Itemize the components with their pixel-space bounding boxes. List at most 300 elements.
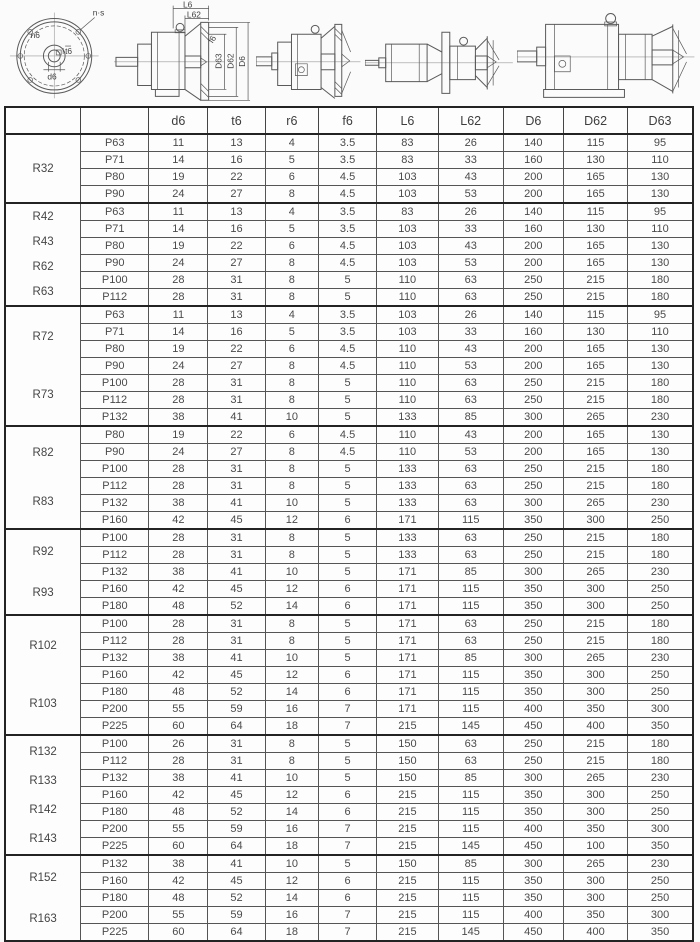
dimension-value-cell: 130: [628, 255, 693, 272]
dimension-value-cell: 300: [628, 821, 693, 838]
dimension-value-cell: 250: [503, 392, 564, 409]
dimension-value-cell: 215: [376, 718, 438, 736]
dimension-value-cell: 8: [265, 375, 319, 392]
dimension-value-cell: 165: [564, 238, 628, 255]
motor-size-cell: P160: [81, 667, 149, 684]
dimension-value-cell: 350: [503, 890, 564, 907]
model-group-cell: [5, 855, 81, 941]
dimension-value-cell: 400: [503, 701, 564, 718]
column-header: [5, 107, 81, 134]
dimension-value-cell: 230: [628, 495, 693, 512]
dimension-value-cell: 165: [564, 426, 628, 444]
dimension-value-cell: 160: [503, 324, 564, 341]
dimension-value-cell: 133: [376, 547, 438, 564]
table-row: [5, 855, 693, 873]
model-group-label: R163: [29, 912, 57, 925]
dimension-value-cell: 200: [503, 341, 564, 358]
column-header: D6: [503, 107, 564, 134]
dimension-value-cell: 12: [265, 512, 319, 530]
table-row: [5, 358, 693, 375]
motor-size-cell: P112: [81, 547, 149, 564]
dimension-value-cell: 63: [438, 392, 503, 409]
table-row: [5, 529, 693, 547]
table-row: [5, 324, 693, 341]
dimension-value-cell: 53: [438, 358, 503, 375]
dimension-value-cell: 53: [438, 255, 503, 272]
dimension-value-cell: 64: [208, 924, 265, 942]
dimension-value-cell: 28: [149, 615, 208, 633]
motor-size-cell: P225: [81, 924, 149, 942]
label-D63: D63: [213, 53, 224, 69]
model-group-label: R82: [32, 446, 54, 459]
dimension-value-cell: 24: [149, 358, 208, 375]
dimension-value-cell: 63: [438, 529, 503, 547]
table-row: [5, 221, 693, 238]
motor-size-cell: P90: [81, 358, 149, 375]
dimension-value-cell: 85: [438, 650, 503, 667]
dimension-value-cell: 165: [564, 169, 628, 186]
dimension-value-cell: 85: [438, 564, 503, 581]
label-L62: L62: [187, 9, 202, 20]
dimension-value-cell: 145: [438, 924, 503, 942]
motor-size-cell: P132: [81, 770, 149, 787]
dimension-value-cell: 63: [438, 495, 503, 512]
dimension-value-cell: 150: [376, 770, 438, 787]
dimension-value-cell: 165: [564, 255, 628, 272]
model-group-label: R132: [29, 745, 57, 758]
dimension-value-cell: 48: [149, 684, 208, 701]
motor-size-cell: P71: [81, 221, 149, 238]
dimension-value-cell: 200: [503, 444, 564, 461]
dimension-value-cell: 250: [628, 581, 693, 598]
dimension-value-cell: 28: [149, 375, 208, 392]
dimension-value-cell: 160: [503, 221, 564, 238]
dimension-value-cell: 14: [265, 684, 319, 701]
dimension-value-cell: 5: [319, 650, 377, 667]
table-row: [5, 134, 693, 152]
motor-size-cell: P80: [81, 341, 149, 358]
drawing-side-view-dimensions: [114, 0, 256, 104]
model-group-label: R42: [32, 211, 54, 224]
dimension-value-cell: 31: [208, 289, 265, 307]
dimension-value-cell: 400: [564, 718, 628, 736]
dimension-value-cell: 171: [376, 701, 438, 718]
dimension-value-cell: 60: [149, 838, 208, 856]
table-body: [5, 134, 693, 941]
dimension-value-cell: 215: [564, 478, 628, 495]
model-group-label: R143: [29, 832, 57, 845]
dimension-value-cell: 59: [208, 907, 265, 924]
dimension-value-cell: 110: [376, 392, 438, 409]
dimension-value-cell: 8: [265, 478, 319, 495]
dimension-value-cell: 300: [503, 495, 564, 512]
dimension-value-cell: 115: [564, 306, 628, 324]
label-f6: f6: [206, 33, 219, 45]
dimension-value-cell: 300: [564, 598, 628, 616]
dimension-value-cell: 18: [265, 924, 319, 942]
dimension-value-cell: 300: [564, 873, 628, 890]
dimension-value-cell: 250: [503, 272, 564, 289]
dimension-value-cell: 52: [208, 684, 265, 701]
model-group-label: R102: [29, 640, 57, 652]
dimension-value-cell: 48: [149, 890, 208, 907]
dimension-value-cell: 130: [628, 358, 693, 375]
table-row: [5, 375, 693, 392]
dimension-value-cell: 59: [208, 701, 265, 718]
dimension-value-cell: 300: [503, 770, 564, 787]
dimension-value-cell: 27: [208, 186, 265, 204]
motor-size-cell: P80: [81, 426, 149, 444]
dimension-value-cell: 250: [503, 461, 564, 478]
dimension-value-cell: 215: [376, 890, 438, 907]
dimension-value-cell: 171: [376, 684, 438, 701]
label-D62: D62: [225, 53, 236, 69]
dimension-value-cell: 55: [149, 821, 208, 838]
dimension-value-cell: 265: [564, 409, 628, 427]
dimension-value-cell: 400: [564, 924, 628, 942]
dimension-value-cell: 5: [319, 409, 377, 427]
header-row: [5, 107, 693, 134]
motor-size-cell: P180: [81, 684, 149, 701]
dimension-value-cell: 140: [503, 203, 564, 221]
dimension-value-cell: 230: [628, 855, 693, 873]
dimension-value-cell: 5: [265, 152, 319, 169]
dimension-value-cell: 215: [376, 838, 438, 856]
dimension-value-cell: 130: [628, 186, 693, 204]
dimension-value-cell: 250: [503, 478, 564, 495]
dimension-value-cell: 450: [503, 924, 564, 942]
dimension-value-cell: 300: [564, 804, 628, 821]
dimension-value-cell: 28: [149, 478, 208, 495]
dimension-value-cell: 8: [265, 392, 319, 409]
motor-size-cell: P90: [81, 444, 149, 461]
table-row: [5, 907, 693, 924]
model-group-label: R103: [29, 698, 57, 710]
dimension-value-cell: 63: [438, 633, 503, 650]
dimension-value-cell: 180: [628, 375, 693, 392]
dimension-value-cell: 48: [149, 598, 208, 616]
motor-size-cell: P100: [81, 735, 149, 753]
dimension-value-cell: 28: [149, 753, 208, 770]
dimension-value-cell: 130: [564, 221, 628, 238]
motor-size-cell: P112: [81, 289, 149, 307]
dimension-value-cell: 41: [208, 409, 265, 427]
dimension-value-cell: 6: [319, 684, 377, 701]
dimension-value-cell: 3.5: [319, 134, 377, 152]
column-header: r6: [265, 107, 319, 134]
table-row: [5, 289, 693, 307]
dimension-value-cell: 42: [149, 873, 208, 890]
dimension-value-cell: 265: [564, 495, 628, 512]
motor-size-cell: P71: [81, 324, 149, 341]
dimension-value-cell: 250: [628, 667, 693, 684]
dimension-value-cell: 41: [208, 495, 265, 512]
table-row: [5, 787, 693, 804]
dimension-value-cell: 250: [628, 598, 693, 616]
dimension-value-cell: 130: [564, 324, 628, 341]
dimension-value-cell: 27: [208, 358, 265, 375]
dimension-value-cell: 115: [564, 203, 628, 221]
dimension-value-cell: 265: [564, 770, 628, 787]
motor-size-cell: P160: [81, 787, 149, 804]
dimension-value-cell: 5: [319, 289, 377, 307]
dimension-value-cell: 115: [564, 134, 628, 152]
dimension-value-cell: 350: [628, 924, 693, 942]
dimension-value-cell: 250: [503, 289, 564, 307]
dimension-value-cell: 83: [376, 203, 438, 221]
dimension-value-cell: 28: [149, 289, 208, 307]
dimension-value-cell: 5: [319, 478, 377, 495]
dimension-value-cell: 200: [503, 186, 564, 204]
dimension-value-cell: 7: [319, 924, 377, 942]
table-row: [5, 718, 693, 736]
table-row: [5, 735, 693, 753]
model-group-cell: [5, 735, 81, 855]
dimension-value-cell: 300: [564, 684, 628, 701]
dimension-value-cell: 5: [319, 375, 377, 392]
column-header: t6: [208, 107, 265, 134]
dimension-value-cell: 13: [208, 306, 265, 324]
dimension-value-cell: 10: [265, 495, 319, 512]
dimension-value-cell: 8: [265, 547, 319, 564]
motor-size-cell: P132: [81, 855, 149, 873]
motor-size-cell: P112: [81, 478, 149, 495]
dimension-value-cell: 3.5: [319, 152, 377, 169]
dimension-value-cell: 171: [376, 633, 438, 650]
dimension-value-cell: 63: [438, 478, 503, 495]
dimension-value-cell: 265: [564, 564, 628, 581]
dimension-value-cell: 180: [628, 735, 693, 753]
dimension-value-cell: 12: [265, 581, 319, 598]
dimension-value-cell: 38: [149, 770, 208, 787]
table-row: [5, 650, 693, 667]
model-group-label: R72: [32, 331, 54, 343]
table-row: [5, 633, 693, 650]
dimension-value-cell: 350: [564, 821, 628, 838]
dimension-value-cell: 140: [503, 306, 564, 324]
dimension-value-cell: 115: [438, 581, 503, 598]
dimension-value-cell: 350: [503, 581, 564, 598]
dimension-value-cell: 24: [149, 186, 208, 204]
dimension-value-cell: 265: [564, 650, 628, 667]
drawing-gearbox-flange-large: [517, 0, 700, 104]
dimension-value-cell: 83: [376, 134, 438, 152]
dimension-value-cell: 4.5: [319, 444, 377, 461]
dimension-value-cell: 110: [628, 221, 693, 238]
dimension-value-cell: 45: [208, 873, 265, 890]
dimension-value-cell: 83: [376, 152, 438, 169]
model-group-cell: [5, 306, 81, 426]
table-row: [5, 547, 693, 564]
dimension-value-cell: 215: [564, 461, 628, 478]
dimension-value-cell: 110: [376, 289, 438, 307]
model-group-label: R133: [29, 774, 57, 787]
motor-size-cell: P200: [81, 821, 149, 838]
dimension-value-cell: 18: [265, 718, 319, 736]
model-group-label: R142: [29, 803, 57, 816]
table-row: [5, 753, 693, 770]
dimension-value-cell: 8: [265, 186, 319, 204]
dimension-value-cell: 16: [208, 324, 265, 341]
dimension-value-cell: 300: [564, 890, 628, 907]
model-group-cell: [5, 615, 81, 735]
dimension-value-cell: 5: [319, 770, 377, 787]
dimension-value-cell: 85: [438, 770, 503, 787]
motor-size-cell: P132: [81, 564, 149, 581]
motor-size-cell: P63: [81, 203, 149, 221]
dimension-value-cell: 180: [628, 392, 693, 409]
motor-size-cell: P112: [81, 633, 149, 650]
dimension-value-cell: 38: [149, 495, 208, 512]
dimension-value-cell: 28: [149, 633, 208, 650]
table-header: [5, 107, 693, 134]
dimension-value-cell: 180: [628, 289, 693, 307]
motor-size-cell: P160: [81, 512, 149, 530]
dimension-value-cell: 200: [503, 426, 564, 444]
dimension-value-cell: 6: [265, 169, 319, 186]
dimension-value-cell: 6: [265, 426, 319, 444]
dimension-value-cell: 3.5: [319, 324, 377, 341]
motor-size-cell: P200: [81, 907, 149, 924]
dimension-value-cell: 4: [265, 203, 319, 221]
dimension-value-cell: 31: [208, 547, 265, 564]
dimension-value-cell: 130: [564, 152, 628, 169]
dimension-value-cell: 145: [438, 838, 503, 856]
model-group-label: R152: [29, 871, 57, 884]
table-row: [5, 444, 693, 461]
dimension-value-cell: 5: [319, 735, 377, 753]
dimension-value-cell: 63: [438, 753, 503, 770]
dimension-value-cell: 12: [265, 873, 319, 890]
dimension-value-cell: 6: [319, 804, 377, 821]
dimension-value-cell: 13: [208, 203, 265, 221]
table-row: [5, 924, 693, 942]
dimension-value-cell: 10: [265, 409, 319, 427]
dimension-value-cell: 31: [208, 392, 265, 409]
motor-size-cell: P63: [81, 134, 149, 152]
dimension-value-cell: 8: [265, 529, 319, 547]
dimension-value-cell: 300: [503, 409, 564, 427]
dimension-value-cell: 115: [438, 787, 503, 804]
dimension-value-cell: 103: [376, 324, 438, 341]
dimension-value-cell: 6: [265, 341, 319, 358]
dimension-value-cell: 250: [628, 873, 693, 890]
dimension-value-cell: 200: [503, 169, 564, 186]
dimension-value-cell: 4.5: [319, 426, 377, 444]
dimension-value-cell: 45: [208, 787, 265, 804]
dimension-value-cell: 165: [564, 358, 628, 375]
dimension-value-cell: 130: [628, 426, 693, 444]
dimension-value-cell: 133: [376, 409, 438, 427]
dimension-value-cell: 6: [319, 787, 377, 804]
dimension-value-cell: 7: [319, 701, 377, 718]
dimension-value-cell: 171: [376, 512, 438, 530]
dimension-value-cell: 7: [319, 907, 377, 924]
dimension-value-cell: 171: [376, 667, 438, 684]
dimension-value-cell: 43: [438, 426, 503, 444]
dimension-value-cell: 110: [376, 272, 438, 289]
motor-size-cell: P200: [81, 701, 149, 718]
dimension-value-cell: 265: [564, 855, 628, 873]
dimension-value-cell: 63: [438, 735, 503, 753]
dimension-value-cell: 12: [265, 667, 319, 684]
dimension-value-cell: 115: [438, 890, 503, 907]
motor-size-cell: P112: [81, 753, 149, 770]
dimension-value-cell: 8: [265, 272, 319, 289]
dimension-value-cell: 130: [628, 341, 693, 358]
table-row: [5, 341, 693, 358]
table-row: [5, 564, 693, 581]
dimension-value-cell: 22: [208, 426, 265, 444]
dimension-value-cell: 31: [208, 478, 265, 495]
table-row: [5, 426, 693, 444]
motor-size-cell: P225: [81, 838, 149, 856]
dimension-value-cell: 8: [265, 633, 319, 650]
dimension-value-cell: 250: [628, 804, 693, 821]
dimension-value-cell: 42: [149, 667, 208, 684]
dimension-value-cell: 7: [319, 838, 377, 856]
dimension-value-cell: 110: [376, 444, 438, 461]
table-row: [5, 409, 693, 427]
dimension-value-cell: 110: [376, 358, 438, 375]
motor-size-cell: P100: [81, 615, 149, 633]
dimension-value-cell: 38: [149, 855, 208, 873]
dimension-value-cell: 215: [376, 821, 438, 838]
dimension-value-cell: 300: [564, 581, 628, 598]
dimension-value-cell: 215: [564, 547, 628, 564]
dimension-value-cell: 115: [438, 821, 503, 838]
dimension-value-cell: 16: [208, 221, 265, 238]
table-row: [5, 495, 693, 512]
column-header: f6: [319, 107, 377, 134]
dimension-value-cell: 171: [376, 598, 438, 616]
dimension-value-cell: 140: [503, 134, 564, 152]
dimension-value-cell: 53: [438, 186, 503, 204]
dimension-value-cell: 19: [149, 341, 208, 358]
dimension-value-cell: 145: [438, 718, 503, 736]
motor-size-cell: P71: [81, 152, 149, 169]
dimension-value-cell: 150: [376, 753, 438, 770]
dimension-value-cell: 8: [265, 615, 319, 633]
table-row: [5, 306, 693, 324]
dimension-value-cell: 110: [628, 324, 693, 341]
motor-size-cell: P132: [81, 650, 149, 667]
dimension-value-cell: 16: [208, 152, 265, 169]
dimension-value-cell: 24: [149, 255, 208, 272]
dimension-value-cell: 215: [564, 289, 628, 307]
table-row: [5, 478, 693, 495]
dimension-value-cell: 10: [265, 564, 319, 581]
dimension-value-cell: 450: [503, 718, 564, 736]
dimension-value-cell: 10: [265, 770, 319, 787]
dimension-value-cell: 350: [628, 838, 693, 856]
dimension-value-cell: 12: [265, 787, 319, 804]
dimension-value-cell: 4.5: [319, 341, 377, 358]
dimension-value-cell: 300: [503, 650, 564, 667]
table-row: [5, 804, 693, 821]
label-d6: d6: [47, 71, 57, 82]
dimension-value-cell: 4.5: [319, 255, 377, 272]
table-row: [5, 238, 693, 255]
dimension-value-cell: 5: [319, 547, 377, 564]
dimension-value-cell: 115: [438, 598, 503, 616]
dimension-value-cell: 300: [503, 855, 564, 873]
dimension-value-cell: 85: [438, 855, 503, 873]
dimension-value-cell: 52: [208, 804, 265, 821]
table-row: [5, 272, 693, 289]
table-row: [5, 186, 693, 204]
dimension-value-cell: 215: [564, 529, 628, 547]
